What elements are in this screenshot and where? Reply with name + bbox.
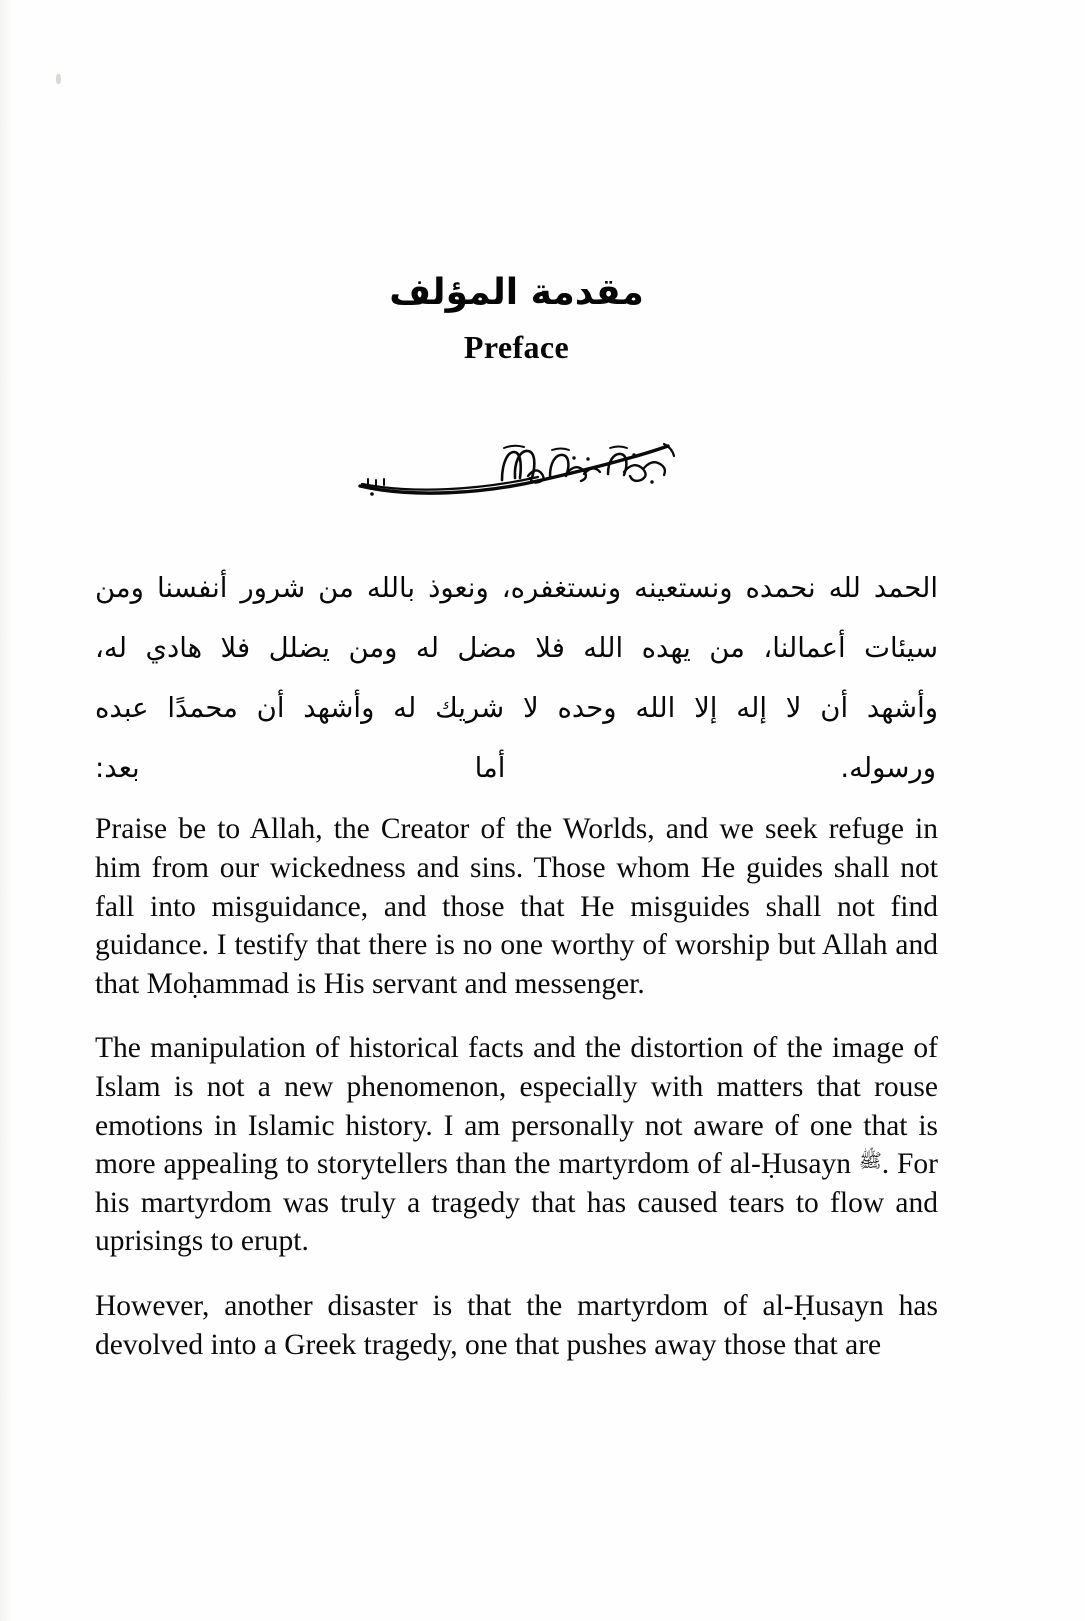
paragraph-manipulation-text-before: The manipulation of historical facts and the distortion of the image of Islam is not a new phenomenon, especially with matters that rouse emotions in Islamic history. I am personally not aware of one that is more appealing to storytellers than the martyrdom of al-Ḥusayn	[95, 1032, 938, 1181]
arabic-line-1: الحمد لله نحمده ونستعينه ونستغفره، ونعوذ بالله من شرور أنفسنا ومن	[95, 572, 938, 605]
arabic-line-2: سيئات أعمالنا، من يهده الله فلا مضل له ومن يضلل فلا هادي له،	[95, 632, 938, 665]
paragraph-manipulation-text-after: . For his martyrdom was truly a tragedy that has caused tears to flow and uprisings to erupt.	[95, 1148, 938, 1258]
arabic-line-4: ورسوله. أما بعد:	[95, 752, 936, 785]
scan-edge-artifact	[0, 0, 14, 1621]
scan-speck-artifact	[56, 74, 61, 84]
page-content	[95, 0, 938, 1364]
chapter-heading	[95, 272, 938, 366]
paragraph-however: However, another disaster is that the martyrdom of al-Ḥusayn has devolved into a Greek tragedy, one that pushes away those that are	[95, 1289, 938, 1361]
basmala-calligraphy-icon	[352, 428, 682, 508]
page-title-arabic: مقدمة المؤلف	[389, 272, 644, 313]
page-title-english: Preface	[463, 329, 570, 366]
paragraph-praise: Praise be to Allah, the Creator of the Worlds, and we seek refuge in him from our wickedness and sins. Those whom He guides shall not fall into misguidance, and those that He misguides shall not find guidance. I testify that there is no one worthy of worship but Allah and that Moḥammad is His servant and messenger.	[95, 813, 938, 1000]
paragraph-manipulation	[95, 1029, 938, 1261]
arabic-passage	[95, 558, 938, 798]
basmala-ornament	[95, 428, 938, 524]
arabic-line-3: وأشهد أن لا إله إلا الله وحده لا شريك له وأشهد أن محمدًا عبده	[95, 692, 938, 725]
radiyallahu-anhu-glyph-icon: ﷺ	[858, 1150, 882, 1173]
